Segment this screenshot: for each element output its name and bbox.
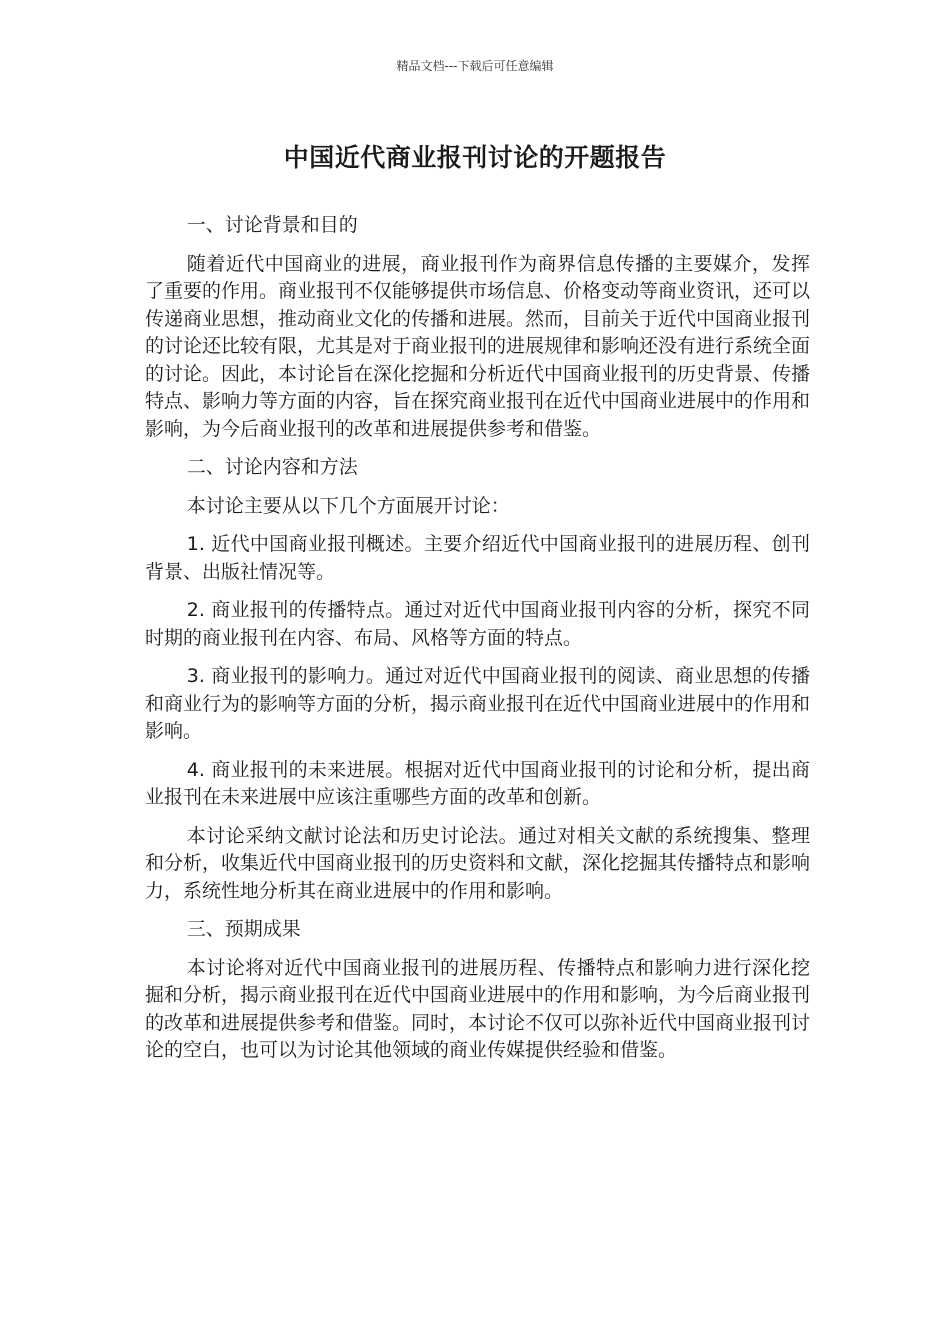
list-item: 3. 商业报刊的影响力。通过对近代中国商业报刊的阅读、商业思想的传播和商业行为的影响等方面的分析，揭示商业报刊在近代中国商业进展中的作用和影响。 bbox=[145, 665, 811, 742]
section-heading: 一、讨论背景和目的 bbox=[186, 214, 358, 236]
section-content-methods bbox=[145, 454, 810, 905]
section-heading: 三、预期成果 bbox=[186, 918, 301, 940]
body-paragraph: 随着近代中国商业的进展，商业报刊作为商界信息传播的主要媒介，发挥了重要的作用。商业报刊不仅能够提供市场信息、价格变动等商业资讯，还可以传递商业思想，推动商业文化的传播和进展。然而，目前关于近代中国商业报刊的讨论还比较有限，尤其是对于商业报刊的进展规律和影响还没有进行系统全面的讨论。因此，本讨论旨在深化挖掘和分析近代中国商业报刊的历史背景、传播特点、影响力等方面的内容，旨在探究商业报刊在近代中国商业进展中的作用和影响，为今后商业报刊的改革和进展提供参考和借鉴。 bbox=[145, 252, 811, 440]
section-heading: 二、讨论内容和方法 bbox=[186, 456, 358, 478]
list-item: 1. 近代中国商业报刊概述。主要介绍近代中国商业报刊的进展历程、创刊背景、出版社情况等。 bbox=[145, 533, 810, 583]
page-header-note: 精品文档---下载后可任意编辑 bbox=[396, 59, 554, 73]
section-background bbox=[145, 212, 810, 443]
list-item: 4. 商业报刊的未来进展。根据对近代中国商业报刊的讨论和分析，提出商业报刊在未来进展中应该注重哪些方面的改革和创新。 bbox=[145, 758, 810, 808]
document-body bbox=[145, 212, 810, 1076]
body-paragraph: 本讨论采纳文献讨论法和历史讨论法。通过对相关文献的系统搜集、整理和分析，收集近代中国商业报刊的历史资料和文献，深化挖掘其传播特点和影响力，系统性地分析其在商业进展中的作用和影响。 bbox=[145, 824, 811, 902]
body-paragraph: 本讨论将对近代中国商业报刊的进展历程、传播特点和影响力进行深化挖掘和分析，揭示商业报刊在近代中国商业进展中的作用和影响，为今后商业报刊的改革和进展提供参考和借鉴。同时，本讨论不仅可以弥补近代中国商业报刊讨论的空白，也可以为讨论其他领域的商业传媒提供经验和借鉴。 bbox=[145, 956, 811, 1061]
list-item: 2. 商业报刊的传播特点。通过对近代中国商业报刊内容的分析，探究不同时期的商业报刊在内容、布局、风格等方面的特点。 bbox=[145, 599, 810, 649]
document-title: 中国近代商业报刊讨论的开题报告 bbox=[283, 143, 667, 172]
body-paragraph: 本讨论主要从以下几个方面展开讨论： bbox=[186, 494, 510, 517]
section-expected-results bbox=[145, 916, 810, 1065]
